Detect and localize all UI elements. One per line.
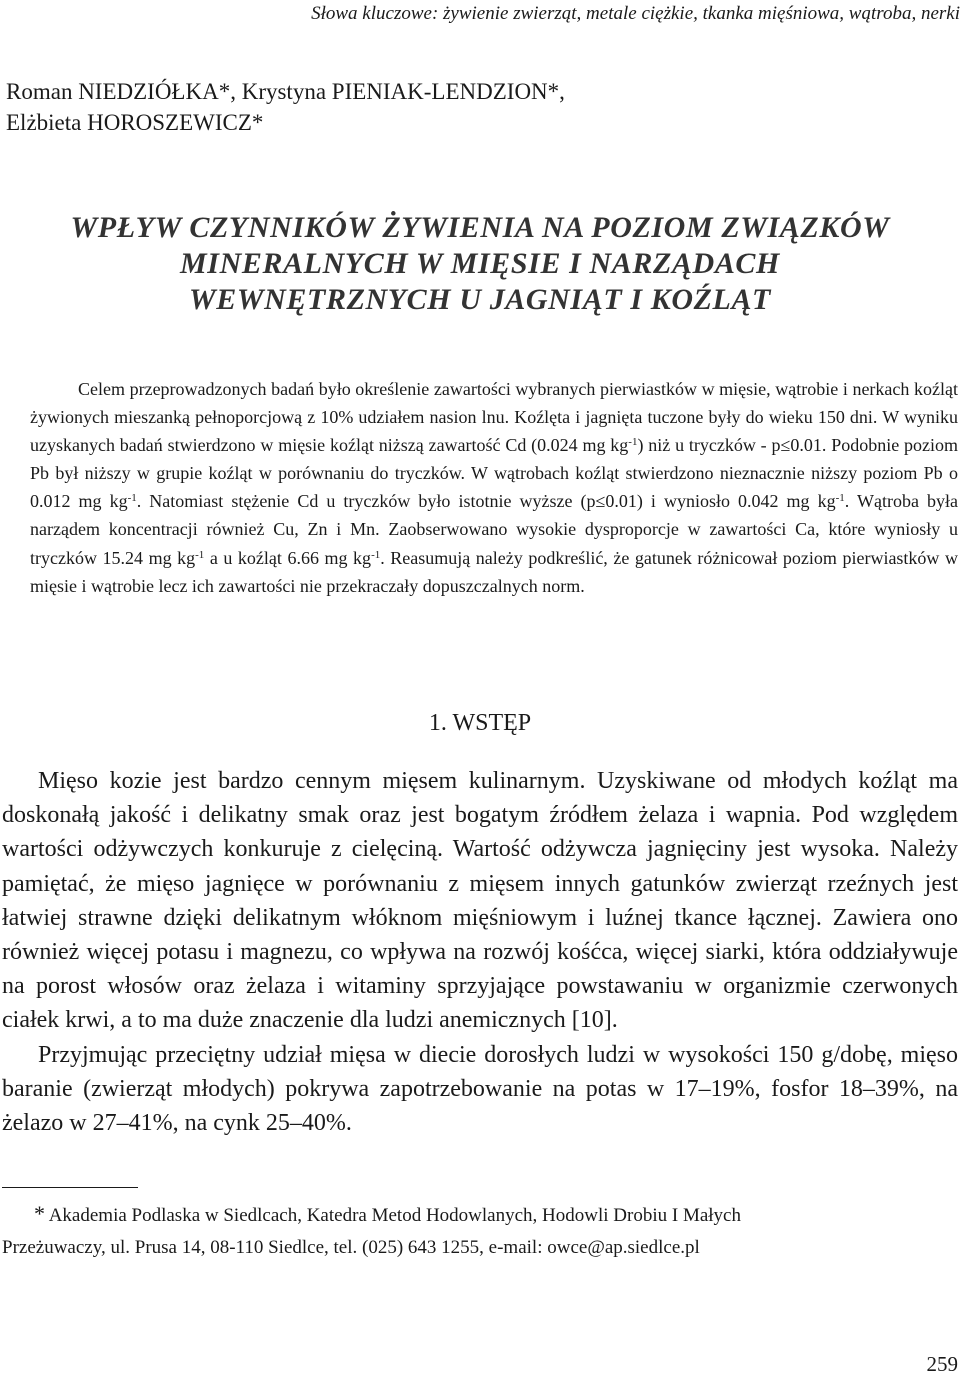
intro-paragraph-1: Mięso kozie jest bardzo cennym mięsem kulinarnym. Uzyskiwane od młodych koźląt ma doskonałą jakość i delikatny smak oraz jest bogatym źródłem żelaza i wapnia. Pod względem wartości odżywczych konkuruje z cielęciną. Wartość odżywcza jagnięciny jest wysoka. Należy pamiętać, że mięso jagnięce w porównaniu z mięsem innych gatunków zwierząt rzeźnych jest łatwiej strawne dzięki delikatnym włóknom mięśniowym i luźnej tkance łącznej. Zawiera ono również więcej potasu i magnezu, co wpływa na rozwój kośćca, więcej siarki, która oddziaływuje na porost włosów oraz żelaza i witaminy sprzyjające powstawaniu w organizmie czerwonych ciałek krwi, a to ma duże znaczenie dla ludzi anemicznych [10]. bbox=[2, 768, 958, 1034]
authors bbox=[6, 76, 565, 138]
abstract-text-1: Celem przeprowadzonych badań było określenie zawartości wybranych pierwiastków w mięsie, wątrobie i nerkach koźląt żywionych mieszanką pełnoporcjową z 10% udziałem nasion lnu. Koźlęta i jagnięta tuczone były do wieku 150 dni. W wyniku uzyskanych badań stwierdzono w mięsie koźląt niższą zawartość Cd (0.024 mg kg bbox=[30, 379, 958, 456]
abstract-sup-2: -1 bbox=[127, 492, 137, 505]
abstract bbox=[30, 375, 958, 600]
introduction-body bbox=[2, 764, 958, 1140]
title-line-2: MINERALNYCH W MIĘSIE I NARZĄDACH bbox=[180, 247, 780, 280]
title-line-1: WPŁYW CZYNNIKÓW ŻYWIENIA NA POZIOM ZWIĄZKÓW bbox=[70, 211, 890, 244]
footnote-affiliation: Akademia Podlaska w Siedlcach, Katedra Metod Hodowlanych, Hodowli Drobiu I Małych bbox=[48, 1205, 741, 1226]
authors-line-2: Elżbieta HOROSZEWICZ* bbox=[6, 110, 264, 135]
abstract-text-5: a u koźląt 6.66 mg kg bbox=[204, 547, 372, 568]
footnote-line-1 bbox=[2, 1198, 942, 1232]
abstract-text-2: ) niż u tryczków - p≤0.01. Podobnie poziom Pb był niższy w grupie koźląt w porównaniu do tryczków. W wątrobach koźląt stwierdzono nieznacznie niższy poziom Pb o 0.012 mg kg bbox=[30, 435, 958, 512]
keywords-line: Słowa kluczowe: żywienie zwierząt, metale ciężkie, tkanka mięśniowa, wątroba, nerki bbox=[311, 3, 960, 24]
footnote-address: Przeżuwaczy, ul. Prusa 14, 08-110 Siedlce, tel. (025) 643 1255, bbox=[2, 1237, 484, 1258]
paper-title bbox=[0, 210, 960, 318]
page-number: 259 bbox=[926, 1352, 958, 1376]
abstract-sup-3: -1 bbox=[835, 492, 845, 505]
authors-line-1: Roman NIEDZIÓŁKA*, Krystyna PIENIAK-LENDZION*, bbox=[6, 79, 565, 104]
footnote-star: * bbox=[34, 1201, 45, 1226]
abstract-text-4: . Wątroba była narządem koncentracji również Cu, Zn i Mn. Zaobserwowano wysokie dysproporcje w zawartości Ca, które wyniosły u tryczków 15.24 mg kg bbox=[30, 491, 958, 568]
abstract-text-3: . Natomiast stężenie Cd u tryczków było istotnie wyższe (p≤0.01) i wyniosło 0.042 mg kg bbox=[136, 491, 836, 512]
abstract-sup-5: -1 bbox=[371, 548, 381, 561]
abstract-sup-1: -1 bbox=[628, 436, 638, 449]
footnote-divider bbox=[2, 1187, 138, 1188]
intro-paragraph-2: Przyjmując przeciętny udział mięsa w diecie dorosłych ludzi w wysokości 150 g/dobę, mięso baranie (zwierząt młodych) pokrywa zapotrzebowanie na potas w 17–19%, fosfor 18–39%, na żelazo w 27–41%, na cynk 25–40%. bbox=[2, 1041, 958, 1137]
footnote bbox=[2, 1198, 942, 1264]
footnote-line-2 bbox=[2, 1232, 942, 1264]
footnote-email[interactable]: e-mail: owce@ap.siedlce.pl bbox=[488, 1237, 700, 1258]
section-heading: 1. WSTĘP bbox=[428, 710, 532, 736]
abstract-text-6: . Reasumują należy podkreślić, że gatunek różnicował poziom pierwiastków w mięsie i wątrobie lecz ich zawartości nie przekraczały dopuszczalnych norm. bbox=[30, 547, 958, 596]
title-line-3: WEWNĘTRZNYCH U JAGNIĄT I KOŹLĄT bbox=[189, 283, 771, 316]
abstract-sup-4: -1 bbox=[195, 548, 205, 561]
